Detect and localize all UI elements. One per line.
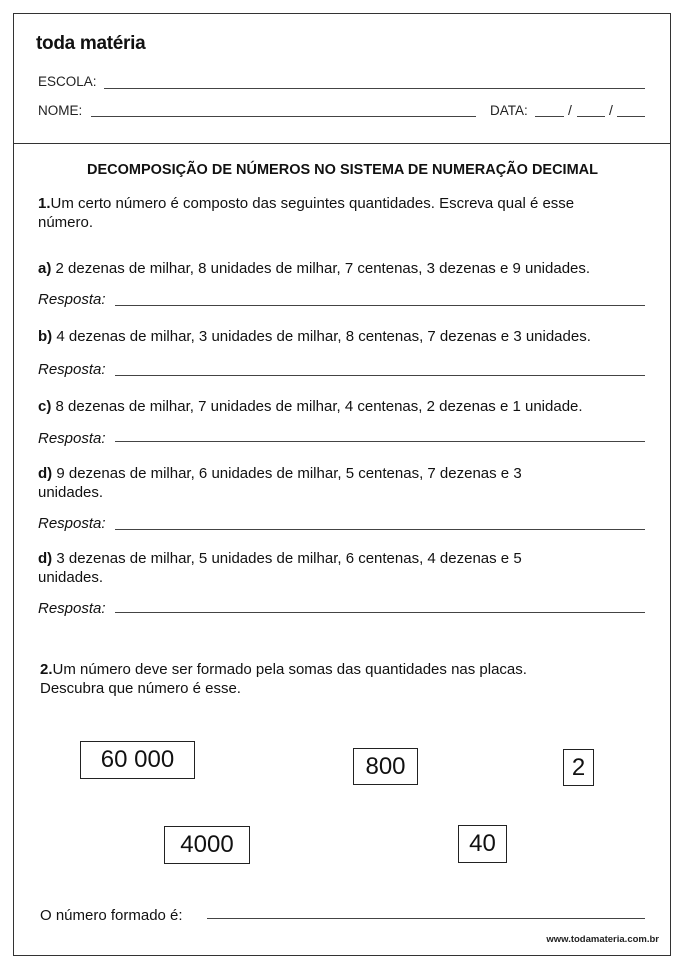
answer-field-e[interactable] [115, 612, 645, 613]
question-2-prompt: 2.Um número deve ser formado pela somas das quantidades nas placas. Descubra que número é esse. [40, 661, 527, 697]
date-year-field[interactable] [617, 116, 645, 117]
answer-label: Resposta: [38, 291, 106, 308]
answer-label: Resposta: [38, 600, 106, 617]
nome-field[interactable] [91, 116, 476, 117]
page-title: DECOMPOSIÇÃO DE NÚMEROS NO SISTEMA DE NUMERAÇÃO DECIMAL [86, 162, 598, 178]
question-1-prompt: 1.Um certo número é composto das seguintes quantidades. Escreva qual é esse número. [38, 195, 575, 231]
date-separator: / [609, 102, 613, 118]
answer-field-d[interactable] [115, 529, 645, 530]
escola-field[interactable] [104, 88, 645, 89]
question-number: 1. [38, 195, 51, 212]
answer-field-b[interactable] [115, 375, 645, 376]
number-plate: 4000 [164, 826, 250, 864]
question-1-item-d: d) 9 dezenas de milhar, 6 unidades de milhar, 5 centenas, 7 dezenas e 3 unidades. [38, 465, 522, 501]
data-label: DATA: [490, 103, 528, 118]
answer-field-a[interactable] [115, 305, 645, 306]
question-1-item-c: c) 8 dezenas de milhar, 7 unidades de milhar, 4 centenas, 2 dezenas e 1 unidade. [38, 398, 583, 415]
escola-label: ESCOLA: [38, 74, 97, 89]
nome-label: NOME: [38, 103, 83, 118]
website-url: www.todamateria.com.br [546, 934, 659, 945]
header-divider [13, 143, 671, 144]
answer-label: Resposta: [38, 361, 106, 378]
answer-label: Resposta: [38, 430, 106, 447]
answer-field-c[interactable] [115, 441, 645, 442]
date-separator: / [568, 102, 572, 118]
number-plate: 800 [353, 748, 418, 785]
result-field[interactable] [207, 918, 645, 919]
date-month-field[interactable] [577, 116, 605, 117]
question-1-item-b: b) 4 dezenas de milhar, 3 unidades de milhar, 8 centenas, 7 dezenas e 3 unidades. [38, 328, 591, 345]
question-1-item-a: a) 2 dezenas de milhar, 8 unidades de milhar, 7 centenas, 3 dezenas e 9 unidades. [38, 260, 591, 277]
number-plate: 40 [458, 825, 507, 863]
answer-label: Resposta: [38, 515, 106, 532]
date-day-field[interactable] [535, 116, 564, 117]
question-1-item-e: d) 3 dezenas de milhar, 5 unidades de milhar, 6 centenas, 4 dezenas e 5 unidades. [38, 550, 522, 586]
logo: toda matéria [36, 33, 146, 54]
number-plate: 2 [563, 749, 594, 786]
result-label: O número formado é: [40, 907, 183, 924]
number-plate: 60 000 [80, 741, 195, 779]
question-number: 2. [40, 661, 53, 678]
